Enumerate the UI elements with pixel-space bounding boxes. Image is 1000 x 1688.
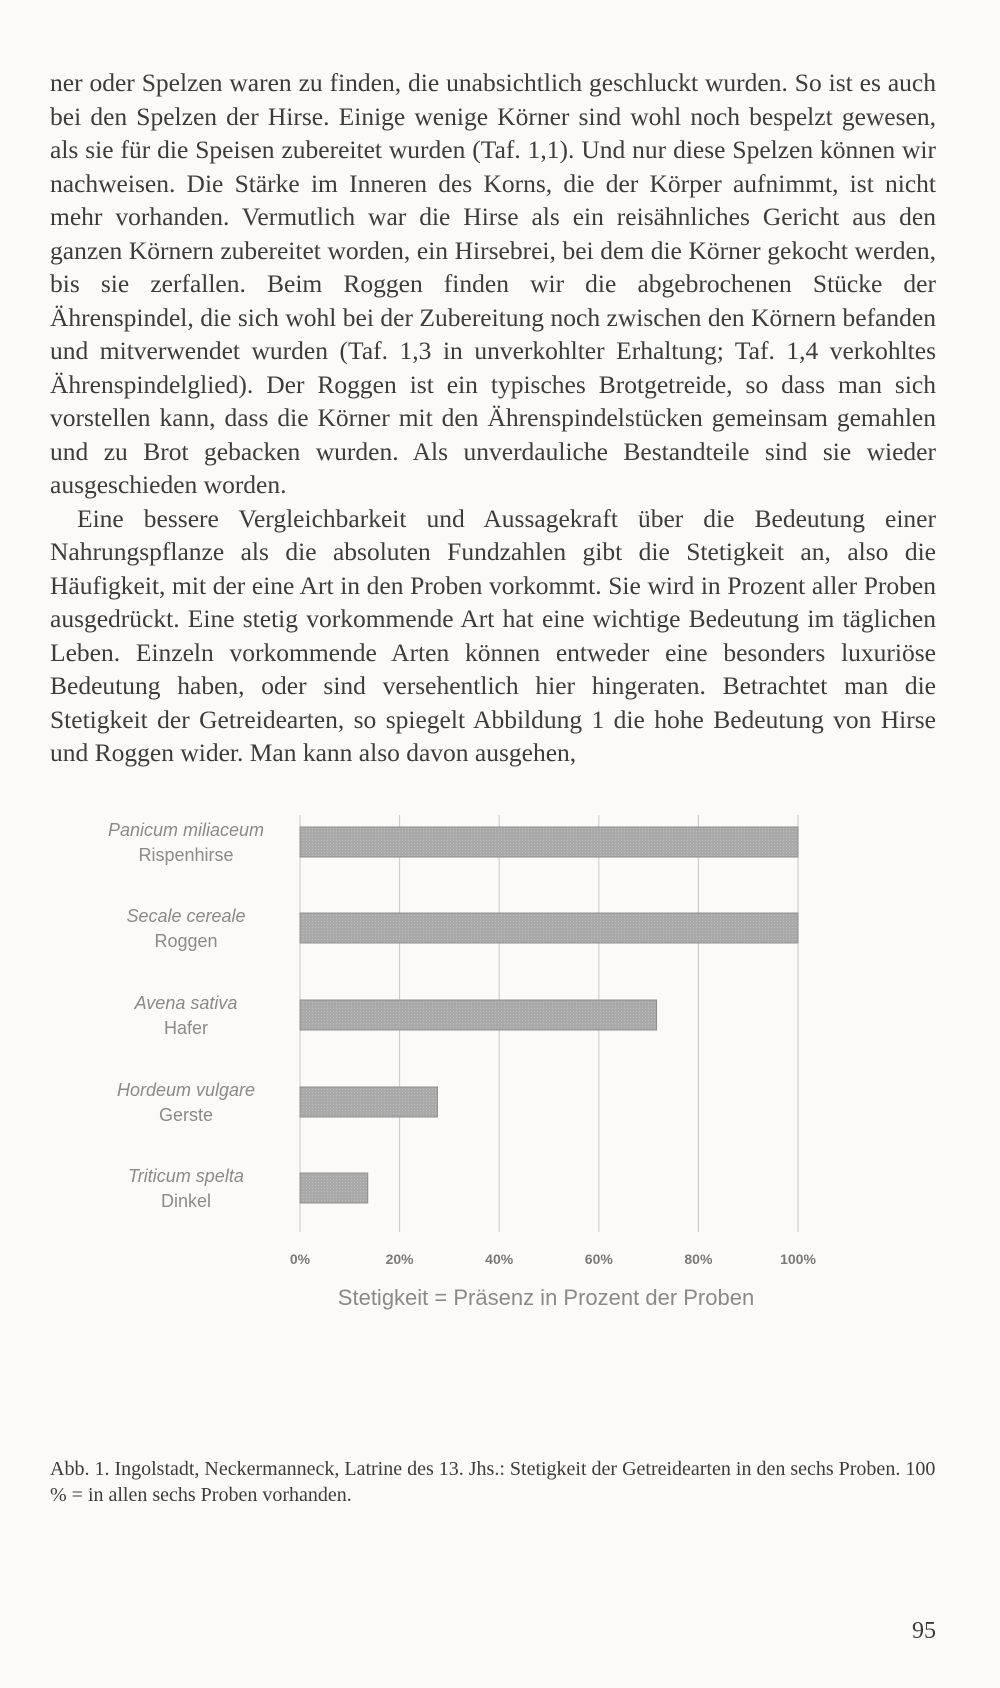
category-label-common: Dinkel <box>160 1191 212 1211</box>
x-tick-label: 20% <box>385 1251 414 1267</box>
x-tick-label: 0% <box>289 1251 311 1267</box>
body-text <box>50 66 936 770</box>
paragraph-2: Eine bessere Vergleichbarkeit und Aussagekraft über die Bedeutung einer Nahrungspflanze als die absoluten Fundzahlen gibt die Stetigkeit an, also die Häufigkeit, mit der eine Art in den Proben vorkommt. Sie wird in Prozent aller Proben ausgedrückt. Eine stetig vorkommende Art hat eine wichtige Bedeutung im täglichen Leben. Einzeln vorkommende Arten können entweder eine besonders luxuriöse Bedeutung haben, oder sind versehentlich hier hingeraten. Betrachtet man die Stetigkeit der Getreidearten, so spiegelt Abbildung 1 die hohe Bedeutung von Hirse und Roggen wider. Man kann also davon ausgehen, <box>50 503 936 767</box>
figure-1-chart <box>0 820 1000 1440</box>
x-tick-label: 100% <box>780 1251 816 1267</box>
category-label-common: Gerste <box>158 1105 214 1125</box>
stetigkeit-bar-chart <box>0 820 1000 1440</box>
x-axis-title: Stetigkeit = Präsenz in Prozent der Proben <box>337 1285 755 1310</box>
category-label-common: Hafer <box>163 1018 209 1038</box>
bar <box>300 827 798 857</box>
bar <box>300 1000 657 1030</box>
category-label-latin: Secale cereale <box>126 906 246 926</box>
category-label-latin: Triticum spelta <box>128 1166 244 1186</box>
figure-caption: Abb. 1. Ingolstadt, Neckermanneck, Latrine des 13. Jhs.: Stetigkeit der Getreidearten in den sechs Proben. 100 % = in allen sechs Proben vorhanden. <box>50 1458 936 1506</box>
category-label-common: Rispenhirse <box>138 845 234 865</box>
x-tick-label: 40% <box>485 1251 514 1267</box>
bar <box>300 1087 437 1117</box>
category-label-latin: Hordeum vulgare <box>116 1080 256 1100</box>
page-number: 95 <box>912 1618 936 1644</box>
category-label-latin: Panicum miliaceum <box>107 820 265 840</box>
bar <box>300 913 798 943</box>
bar <box>300 1173 368 1203</box>
category-label-latin: Avena sativa <box>134 993 238 1013</box>
x-tick-label: 60% <box>584 1251 613 1267</box>
x-tick-label: 80% <box>684 1251 713 1267</box>
paragraph-1: ner oder Spelzen waren zu finden, die unabsichtlich geschluckt wurden. So ist es auch bei den Spelzen der Hirse. Einige wenige Körner sind wohl noch bespelzt gewesen, als sie für die Speisen zubereitet wurden (Taf. 1,1). Und nur diese Spelzen können wir nachweisen. Die Stärke im Inneren des Korns, die der Körper aufnimmt, ist nicht mehr vorhanden. Vermutlich war die Hirse als ein reisähnliches Gericht aus den ganzen Körnern zubereitet worden, ein Hirsebrei, bei dem die Körner gekocht werden, bis sie zerfallen. Beim Roggen finden wir die abgebrochenen Stücke der Ährenspindel, die sich wohl bei der Zubereitung noch zwischen den Körnern befanden und mitverwendet wurden (Taf. 1,3 in unverkohlter Erhaltung; Taf. 1,4 verkohltes Ährenspindelglied). Der Roggen ist ein typisches Brotgetreide, so dass man sich vorstellen kann, dass die Körner mit den Ährenspindelstücken gemeinsam gemahlen und zu Brot gebacken wurden. Als unverdauliche Bestandteile sind sie wieder ausgeschieden worden. <box>50 68 936 499</box>
category-label-common: Roggen <box>154 931 218 951</box>
